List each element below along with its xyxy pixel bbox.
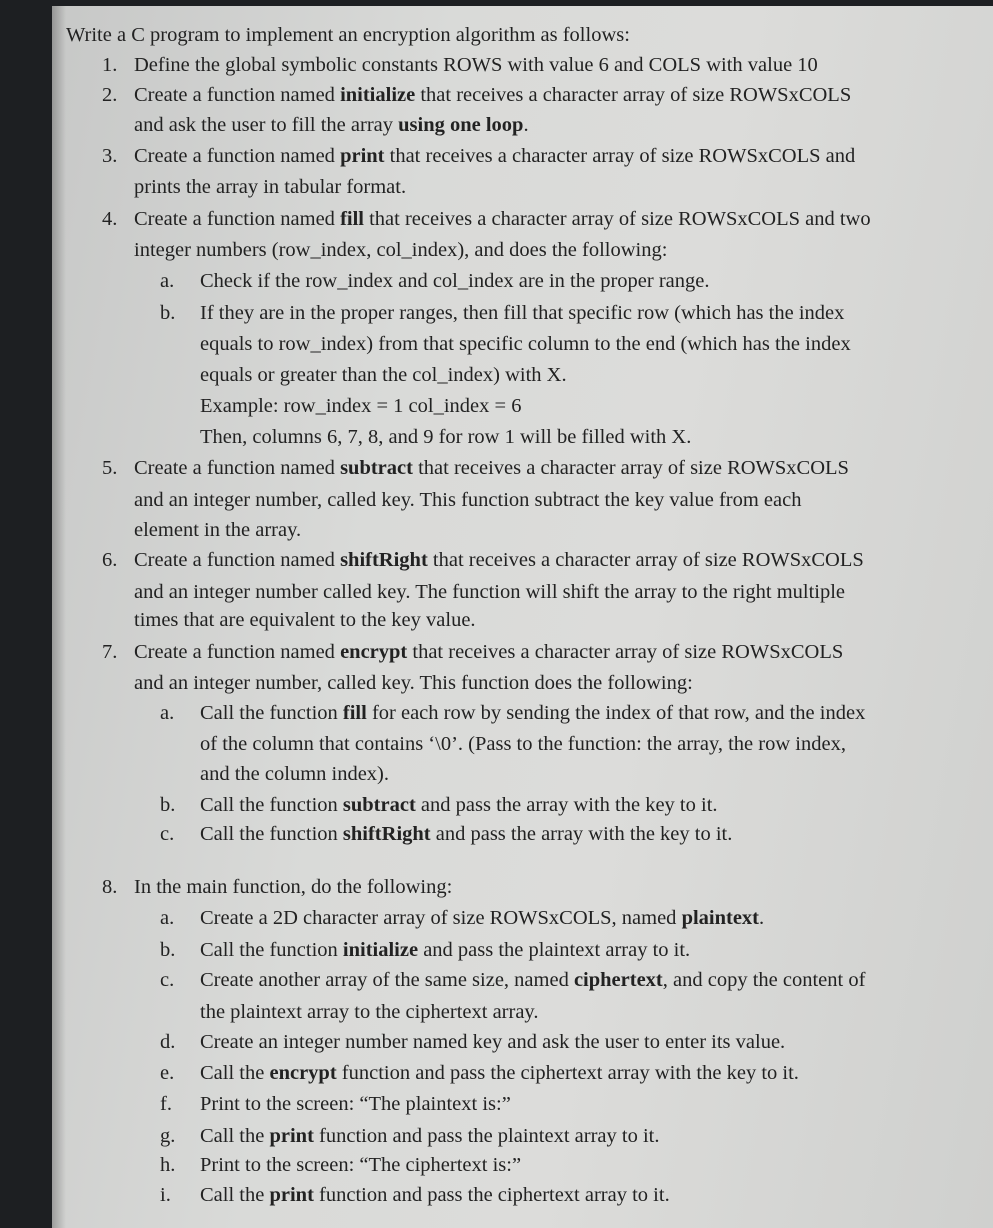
list-marker: b. xyxy=(160,302,176,324)
list-marker: a. xyxy=(160,270,175,292)
line-text: and ask the user to fill the array using one loop. xyxy=(134,114,529,136)
line-text: Write a C program to implement an encryption algorithm as follows: xyxy=(66,24,630,46)
line-text: Call the function subtract and pass the array with the key to it. xyxy=(200,794,718,816)
line-text: If they are in the proper ranges, then fill that specific row (which has the index xyxy=(200,302,845,324)
line-text: Check if the row_index and col_index are in the proper range. xyxy=(200,270,710,292)
line-text: Call the function initialize and pass the plaintext array to it. xyxy=(200,939,691,961)
bold-term: plaintext xyxy=(681,907,760,929)
line-text: Create a function named encrypt that receives a character array of size ROWSxCOLS xyxy=(134,641,844,663)
line-text: Create a function named shiftRight that receives a character array of size ROWSxCOLS xyxy=(134,549,864,571)
line-text: Call the function shiftRight and pass the array with the key to it. xyxy=(200,823,733,845)
line-text: element in the array. xyxy=(134,519,302,541)
list-marker: h. xyxy=(160,1154,176,1176)
bold-term: print xyxy=(269,1184,314,1206)
bold-term: encrypt xyxy=(340,641,408,663)
bold-term: encrypt xyxy=(269,1062,337,1084)
line-text: prints the array in tabular format. xyxy=(134,176,407,198)
line-text: In the main function, do the following: xyxy=(134,876,453,898)
line-text: Define the global symbolic constants ROWS with value 6 and COLS with value 10 xyxy=(134,54,818,76)
line-text: Example: row_index = 1 col_index = 6 xyxy=(200,395,522,417)
line-text: equals to row_index) from that specific column to the end (which has the index xyxy=(200,333,851,355)
line-text: and the column index). xyxy=(200,763,390,785)
line-text: Then, columns 6, 7, 8, and 9 for row 1 will be filled with X. xyxy=(200,426,692,448)
line-text: Print to the screen: “The plaintext is:” xyxy=(200,1093,511,1115)
line-text: Call the function fill for each row by sending the index of that row, and the index xyxy=(200,702,866,724)
bold-term: shiftRight xyxy=(340,549,428,571)
list-marker: g. xyxy=(160,1125,176,1147)
line-text: and an integer number called key. The function will shift the array to the right multiple xyxy=(134,581,846,603)
bold-term: shiftRight xyxy=(342,823,431,845)
line-text: Call the print function and pass the ciphertext array to it. xyxy=(200,1184,670,1206)
line-text: Create a function named subtract that receives a character array of size ROWSxCOLS xyxy=(134,457,849,479)
list-marker: c. xyxy=(160,823,175,845)
line-text: Call the print function and pass the plaintext array to it. xyxy=(200,1125,660,1147)
bold-term: initialize xyxy=(340,84,416,106)
line-text: and an integer number, called key. This function subtract the key value from each xyxy=(134,489,802,511)
bold-term: fill xyxy=(340,208,364,230)
bold-term: subtract xyxy=(340,457,413,479)
line-text: Create a function named print that receives a character array of size ROWSxCOLS and xyxy=(134,145,856,167)
line-text: Call the encrypt function and pass the ciphertext array with the key to it. xyxy=(200,1062,799,1084)
line-text: Print to the screen: “The ciphertext is:” xyxy=(200,1154,522,1176)
line-text: equals or greater than the col_index) with X. xyxy=(200,364,567,386)
line-text: the plaintext array to the ciphertext array. xyxy=(200,1001,539,1023)
bold-term: using one loop xyxy=(398,114,524,136)
list-marker: e. xyxy=(160,1062,175,1084)
list-marker: 6. xyxy=(102,549,118,571)
line-text: Create a function named initialize that receives a character array of size ROWSxCOLS xyxy=(134,84,852,106)
bold-term: fill xyxy=(342,702,367,724)
line-text: Create a function named fill that receives a character array of size ROWSxCOLS and two xyxy=(134,208,871,230)
list-marker: 3. xyxy=(102,145,118,167)
list-marker: 1. xyxy=(102,54,118,76)
bold-term: ciphertext xyxy=(573,969,663,991)
list-marker: a. xyxy=(160,907,175,929)
bold-term: initialize xyxy=(342,939,419,961)
bold-term: print xyxy=(340,145,385,167)
list-marker: 2. xyxy=(102,84,118,106)
list-marker: b. xyxy=(160,794,176,816)
line-text: Create a 2D character array of size ROWSxCOLS, named plaintext. xyxy=(200,907,765,929)
line-text: Create another array of the same size, named ciphertext, and copy the content of xyxy=(200,969,866,991)
list-marker: 8. xyxy=(102,876,118,898)
list-marker: a. xyxy=(160,702,175,724)
list-marker: b. xyxy=(160,939,176,961)
line-text: Create an integer number named key and ask the user to enter its value. xyxy=(200,1031,786,1053)
list-marker: 7. xyxy=(102,641,118,663)
list-marker: d. xyxy=(160,1031,176,1053)
assignment-text xyxy=(52,6,993,1228)
line-text: of the column that contains ‘\0’. (Pass to the function: the array, the row index, xyxy=(200,733,846,755)
bold-term: print xyxy=(269,1125,314,1147)
list-marker: 4. xyxy=(102,208,118,230)
list-marker: f. xyxy=(160,1093,172,1115)
document-page xyxy=(52,6,993,1228)
list-marker: c. xyxy=(160,969,175,991)
list-marker: i. xyxy=(160,1184,171,1206)
line-text: and an integer number, called key. This function does the following: xyxy=(134,672,693,694)
bold-term: subtract xyxy=(342,794,416,816)
list-marker: 5. xyxy=(102,457,118,479)
line-text: times that are equivalent to the key value. xyxy=(134,609,476,631)
line-text: integer numbers (row_index, col_index), and does the following: xyxy=(134,239,668,261)
